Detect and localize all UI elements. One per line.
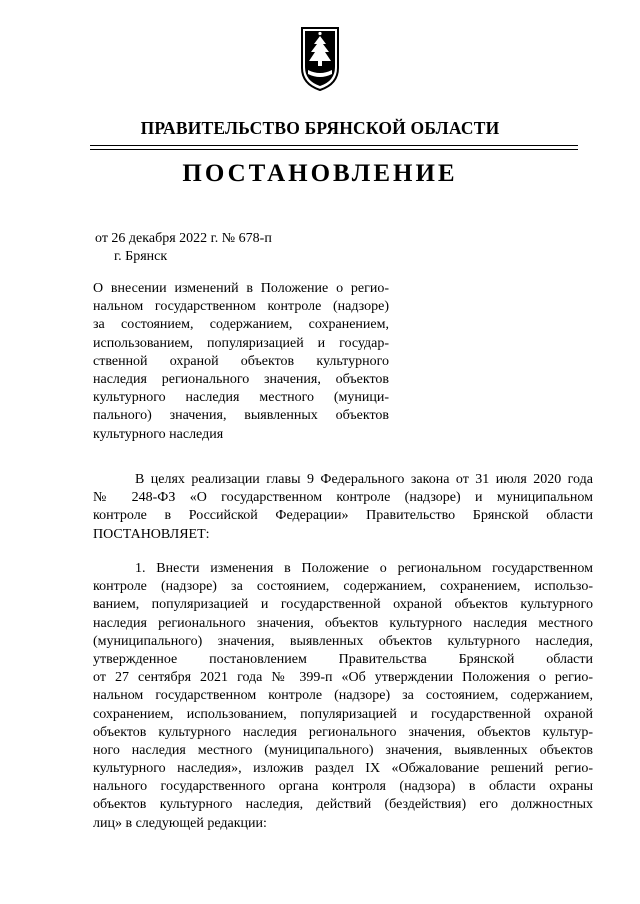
subject-line: за состоянием, содержанием, сохранением, (93, 317, 389, 333)
subject-block (93, 280, 389, 444)
subject-line: культурного наследия местного (муници- (93, 390, 389, 406)
body-line: объектов культурного наследия регионального значения, объектов культур- (93, 724, 593, 740)
body-line: контроле в Российской Федерации» Правительство Брянской области (93, 508, 593, 524)
body-line: ного наследия местного (муниципального) значения, выявленных объектов (93, 742, 593, 758)
body-line: культурного наследия», изложив раздел IX «Обжалование решений регио- (93, 761, 593, 777)
body-line: лиц» в следующей редакции: (93, 815, 267, 831)
subject-line: О внесении изменений в Положение о регио- (93, 281, 389, 296)
subject-line: наследия регионального значения, объектов (93, 371, 389, 387)
body-line: утвержденное постановлением Правительства Брянской области (93, 651, 593, 667)
body-line: от 27 сентября 2021 года № 399-п «Об утверждении Положения о регио- (93, 670, 593, 686)
subject-line: ственной охраной объектов культурного (93, 353, 389, 369)
body-line: нального государственного органа контроля (надзора) в области охраны (93, 779, 593, 795)
body-line: ванием, популяризацией и государственной охраной объектов культурного (93, 597, 593, 613)
body-line: наследия регионального значения, объектов культурного наследия местного (93, 615, 593, 631)
header-rule-thick (90, 145, 578, 146)
body-line: нальном государственном контроле (надзоре) за состоянием, содержанием, (93, 688, 593, 704)
body-line: № 248-ФЗ «О государственном контроле (надзоре) и муниципальном (93, 490, 593, 506)
body-line: 1. Внести изменения в Положение о региональном государственном (135, 561, 593, 576)
subject-line: пального) значения, выявленных объектов (93, 408, 389, 424)
government-title: ПРАВИТЕЛЬСТВО БРЯНСКОЙ ОБЛАСТИ (140, 118, 500, 138)
body-line: сохранением, использованием, популяризацией и государственной охраной (93, 706, 593, 722)
date-and-number: от 26 декабря 2022 г. № 678-п (95, 231, 272, 246)
document-type-title: ПОСТАНОВЛЕНИЕ (182, 160, 458, 187)
subject-line: нальном государственном контроле (надзоре) (93, 299, 389, 315)
subject-line: использованием, популяризацией и государ- (93, 335, 389, 351)
body-line: объектов культурного наследия, действий (бездействия) его должностных (93, 797, 593, 813)
body-line: контроле (надзоре) за состоянием, содержанием, сохранением, использо- (93, 579, 593, 595)
header-rule-thin (90, 149, 578, 150)
city: г. Брянск (114, 249, 168, 264)
coat-of-arms-emblem (298, 24, 342, 92)
body-line: (муниципального) значения, выявленных объектов культурного наследия, (93, 633, 593, 649)
body-line: ПОСТАНОВЛЯЕТ: (93, 526, 210, 542)
subject-line: культурного наследия (93, 426, 224, 442)
body-line: В целях реализации главы 9 Федерального закона от 31 июля 2020 года (135, 472, 593, 487)
preamble-paragraph (93, 471, 593, 544)
item-1-paragraph (93, 560, 593, 833)
